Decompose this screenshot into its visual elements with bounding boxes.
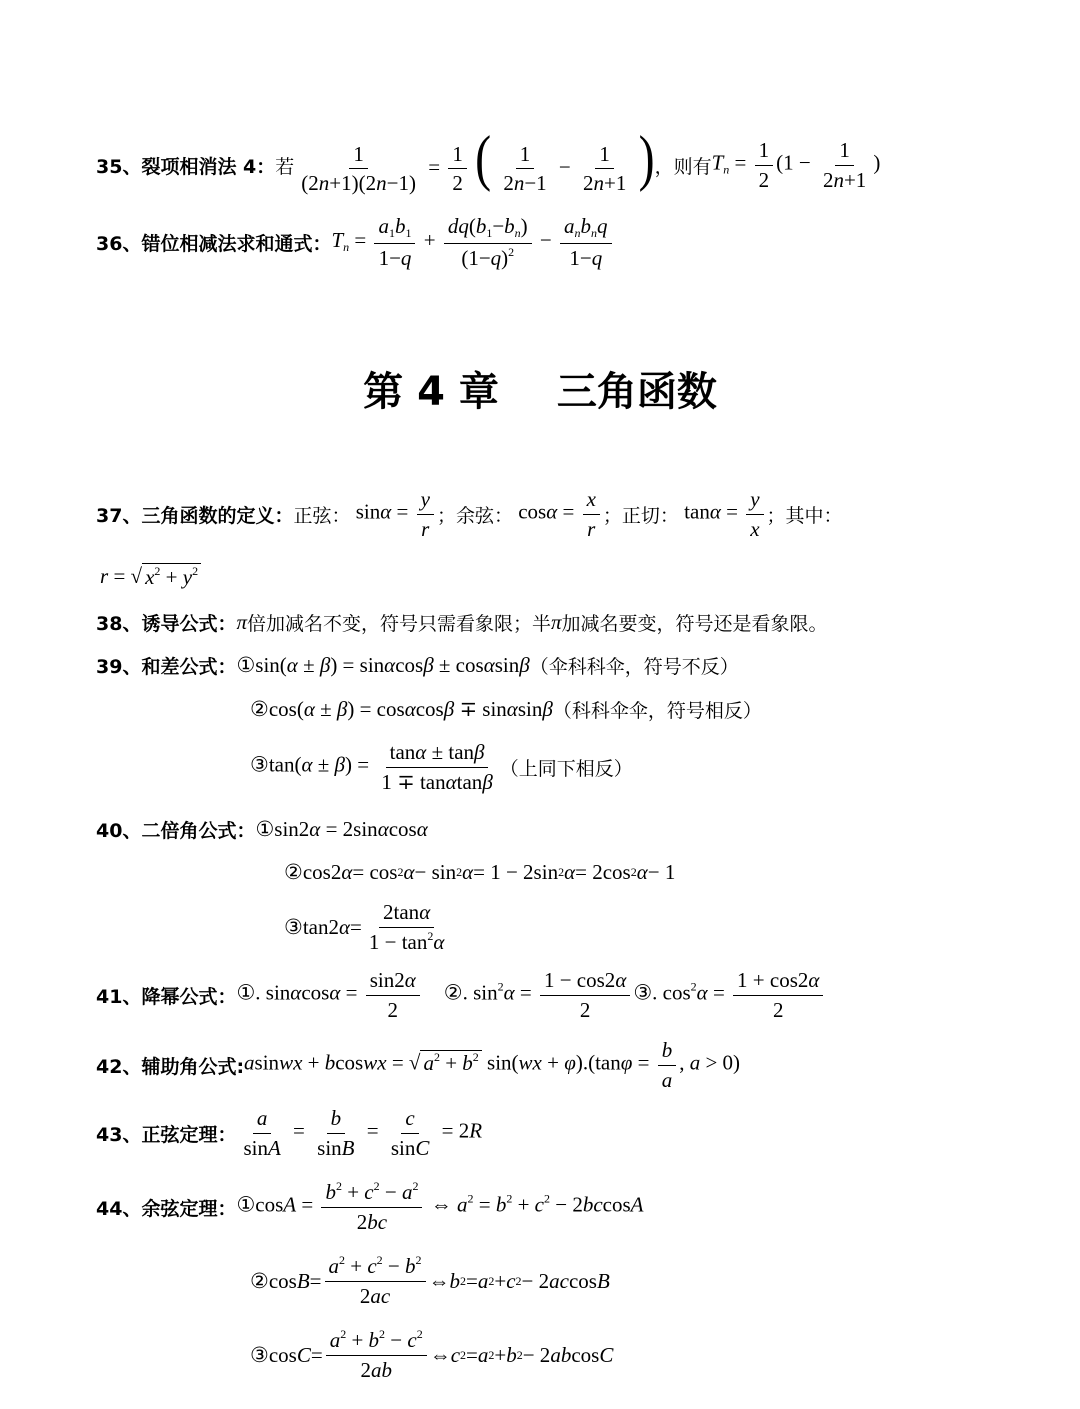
formula-35b: $T_n$ = $\frac{1}{2}$ (1 − $\frac{1}{2n+1}$ ) <box>711 138 881 192</box>
item-42: 42、辅助角公式: asinwx + bcoswx = √ $a^2 + b^2$ sin(wx + φ).(tanφ = $\frac{b}{a}$ , a > 0) <box>96 1038 741 1092</box>
item-35-text: 若 <box>275 155 295 178</box>
cosine-label: ；余弦： <box>436 504 513 527</box>
item-43: 43、正弦定理： $\frac{a}{\sin A}$ = $\frac{b}{\sin B}$ = $\frac{c}{\sin C}$ = 2R <box>96 1106 483 1160</box>
item-35-label: 35、裂项相消法 4： <box>96 155 276 178</box>
item-44-1: 44、余弦定理： ①cosA = $\frac{b^2 + c^2 - a^2}{2bc}$ ⇔ $a^2 = b^2 + c^2 - 2bccosA$ <box>96 1179 644 1234</box>
item-42-label: 42、辅助角公式: <box>96 1055 245 1078</box>
item-37-label: 37、三角函数的定义： <box>96 504 294 527</box>
item-35-text2: ，则有 <box>654 155 712 178</box>
chapter-title: 第 4 章 三角函数 <box>363 369 717 415</box>
item-44-3: ③cos C = $a^2 + b^2 - c^2$ 2ab ⇔ c 2 = a 2 + b 2 − 2 ab cos C <box>250 1327 614 1382</box>
item-38: 38、诱导公式： π 倍加减名不变，符号只需看象限；半 π 加减名要变，符号还是看象限。 <box>96 609 828 635</box>
formula-37-r: r = √ $x^2 + y^2$ <box>100 558 201 594</box>
item-41-label: 41、降幂公式： <box>96 985 237 1008</box>
item-38-text1: 倍加减名不变，符号只需看象限；半 <box>246 612 551 635</box>
formula-35: $\frac{1}{(2n+1)(2n-1)}$ = $\frac{1}{2}$ ( $\frac{1}{2n-1}$ − $\frac{1}{2n+1}$ ) <box>301 123 655 196</box>
item-43-label: 43、正弦定理： <box>96 1123 237 1146</box>
item-35 <box>96 123 881 196</box>
item-44-2: ②cos B = $a^2 + c^2 - b^2$ 2ac ⇔ b 2 = a 2 + c 2 − 2 ac cos B <box>250 1253 610 1308</box>
item-39-3: ③tan(α ± β) = $\frac{\tan\alpha \pm \tan\beta}{1 \mp \tan\alpha\tan\beta}$ （上同下相反） <box>250 740 633 794</box>
formula-36: $T_n$ = $\frac{a_1b_1}{1-q}$ + $\frac{dq(b_1-b_n)}{(1-q)^2}$ − $a_nb_nq$ 1−q <box>331 214 614 270</box>
item-36-label: 36、错位相减法求和通式： <box>96 232 332 255</box>
sine-label: 正弦： <box>293 504 351 527</box>
item-39-2: ②cos(α ± β) = cosαcosβ ∓ sinαsinβ （科科伞伞，符号相反） <box>250 696 762 722</box>
item-38-label: 38、诱导公式： <box>96 612 237 635</box>
item-40-2: ②cos2 α = cos 2 α − sin 2 α = 1 − 2sin 2 α = 2cos 2 α − 1 <box>284 859 676 884</box>
where-label: ；其中： <box>766 504 843 527</box>
note-39-3: （上同下相反） <box>499 757 633 780</box>
item-39-label: 39、和差公式： <box>96 655 237 678</box>
item-41: 41、降幂公式： ①. sinαcosα = $\frac{\sin 2\alpha}{2}$ ②. $\sin^2\alpha$ = $\frac{1 - \cos 2\alpha}{2}$ ③. $\cos^2\alpha$ = $\frac{1 + \cos 2\alpha}{2}$ <box>96 966 826 1024</box>
item-40-label: 40、二倍角公式： <box>96 819 256 842</box>
item-36 <box>96 212 615 272</box>
item-40-3: ③tan2 α = 2tanα $1 - \tan^2\alpha$ <box>284 900 445 954</box>
note-39-1: （伞科科伞，符号不反） <box>529 655 739 678</box>
tangent-label: ；正切： <box>602 504 679 527</box>
item-38-text2: 加减名要变，符号还是看象限。 <box>561 612 828 635</box>
item-37: 37、三角函数的定义： 正弦： sinα = $\frac{y}{r}$ ；余弦： cosα = $\frac{x}{r}$ ；正切： tanα = $\frac{y}{x}$ ；其中： <box>96 487 843 541</box>
item-39-1: 39、和差公式： ①sin(α ± β) = sinαcosβ ± cosαsinβ （伞科科伞，符号不反） <box>96 652 739 678</box>
item-44-label: 44、余弦定理： <box>96 1197 237 1220</box>
item-40-1: 40、二倍角公式： ①sin2α = 2sinαcosα <box>96 816 428 842</box>
note-39-2: （科科伞伞，符号相反） <box>552 699 762 722</box>
